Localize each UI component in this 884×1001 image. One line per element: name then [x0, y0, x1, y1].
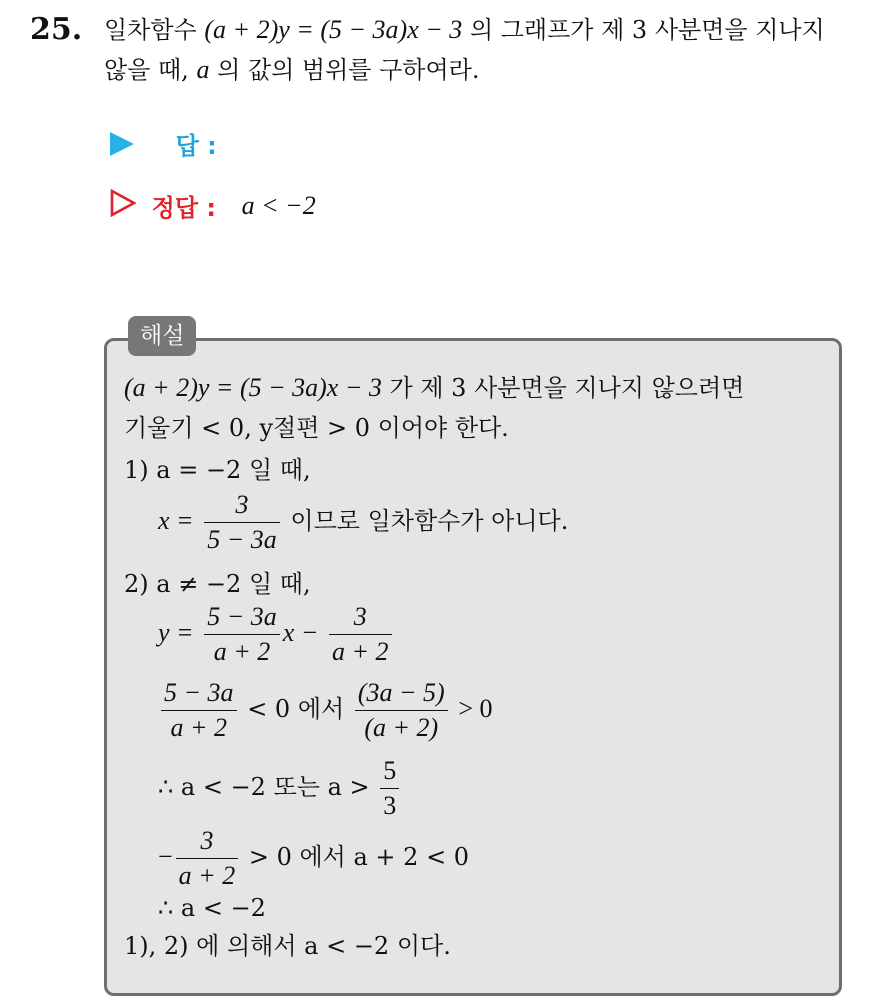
fraction-denominator: 5 − 3a [204, 522, 280, 557]
solution-line-2: 기울기 < 0, y절편 > 0 이어야 한다. [124, 414, 509, 442]
solution-line-1-text: 가 제 3 사분면을 지나지 않으려면 [389, 374, 745, 402]
fraction-3-over-5-3a [204, 488, 280, 557]
outline-triangle-icon [110, 189, 136, 223]
question-line1-prefix: 일차함수 [104, 16, 197, 44]
solution-line-5: 2) a ≠ −2 일 때, [124, 570, 311, 598]
fraction-3-over-a-plus-2 [176, 824, 239, 893]
solution-line-11: 1), 2) 에 의해서 a < −2 이다. [124, 932, 451, 960]
solution-line-10: ∴ a < −2 [158, 894, 266, 922]
fraction-numerator: 3 [200, 826, 214, 855]
fraction-numerator: 5 [383, 756, 397, 785]
question-text [104, 10, 874, 90]
fraction-slope [204, 600, 280, 669]
fraction-denominator: a + 2 [204, 634, 280, 669]
fraction-numerator: 3 [235, 490, 249, 519]
answer-label: 답 : [175, 132, 217, 160]
solution-line-9-tail: > 0 에서 a + 2 < 0 [248, 843, 470, 871]
fraction-denominator: (a + 2) [355, 710, 448, 745]
fraction-numerator: 5 − 3a [207, 602, 277, 631]
question-variable: a [196, 55, 210, 84]
correct-answer-row [110, 188, 316, 223]
answer-input-row [110, 126, 217, 161]
fraction-denominator: 3 [380, 788, 399, 823]
solution-line-6-mid: x − [282, 618, 319, 647]
fraction-intercept [329, 600, 392, 669]
solution-equation: (a + 2)y = (5 − 3a)x − 3 [124, 373, 382, 402]
fraction-5-over-3 [380, 754, 399, 823]
solution-line-4-lhs: x = [158, 506, 194, 535]
fraction-numerator: 3 [353, 602, 367, 631]
question-line2-prefix: 않을 때, [104, 56, 189, 84]
solution-line-9 [158, 824, 469, 893]
fraction-denominator: a + 2 [176, 858, 239, 893]
solution-line-8-head: ∴ a < −2 또는 a > [158, 773, 370, 801]
fraction-denominator: a + 2 [161, 710, 237, 745]
solution-line-6 [158, 600, 395, 669]
solution-line-8 [158, 754, 402, 823]
solution-line-7-tail: > 0 [458, 694, 493, 723]
question-line1-suffix: 의 그래프가 제 3 사분면을 지나지 [469, 16, 825, 44]
solution-line-4 [158, 488, 568, 557]
solution-line-1 [124, 370, 744, 406]
correct-answer-value: a < −2 [241, 190, 316, 220]
solution-tab: 해설 [128, 316, 196, 356]
fraction-numerator: (3a − 5) [357, 678, 445, 707]
question-number: 25. [30, 12, 83, 47]
fraction-denominator: a + 2 [329, 634, 392, 669]
fraction-numerator: 5 − 3a [164, 678, 234, 707]
solution-line-4-tail: 이므로 일차함수가 아니다. [290, 507, 569, 535]
fraction-slope-inequality [161, 676, 237, 745]
solution-line-6-lhs: y = [158, 618, 194, 647]
solution-line-7-mid: < 0 에서 [247, 695, 345, 723]
question-equation: (a + 2)y = (5 − 3a)x − 3 [204, 15, 463, 44]
solution-line-3: 1) a = −2 일 때, [124, 456, 311, 484]
play-triangle-icon [110, 132, 134, 156]
solution-line-7 [158, 676, 493, 745]
fraction-rewritten [355, 676, 448, 745]
correct-answer-label: 정답 : [151, 194, 216, 222]
question-line2-suffix: 의 값의 범위를 구하여라. [217, 56, 480, 84]
minus-sign: − [158, 842, 173, 871]
